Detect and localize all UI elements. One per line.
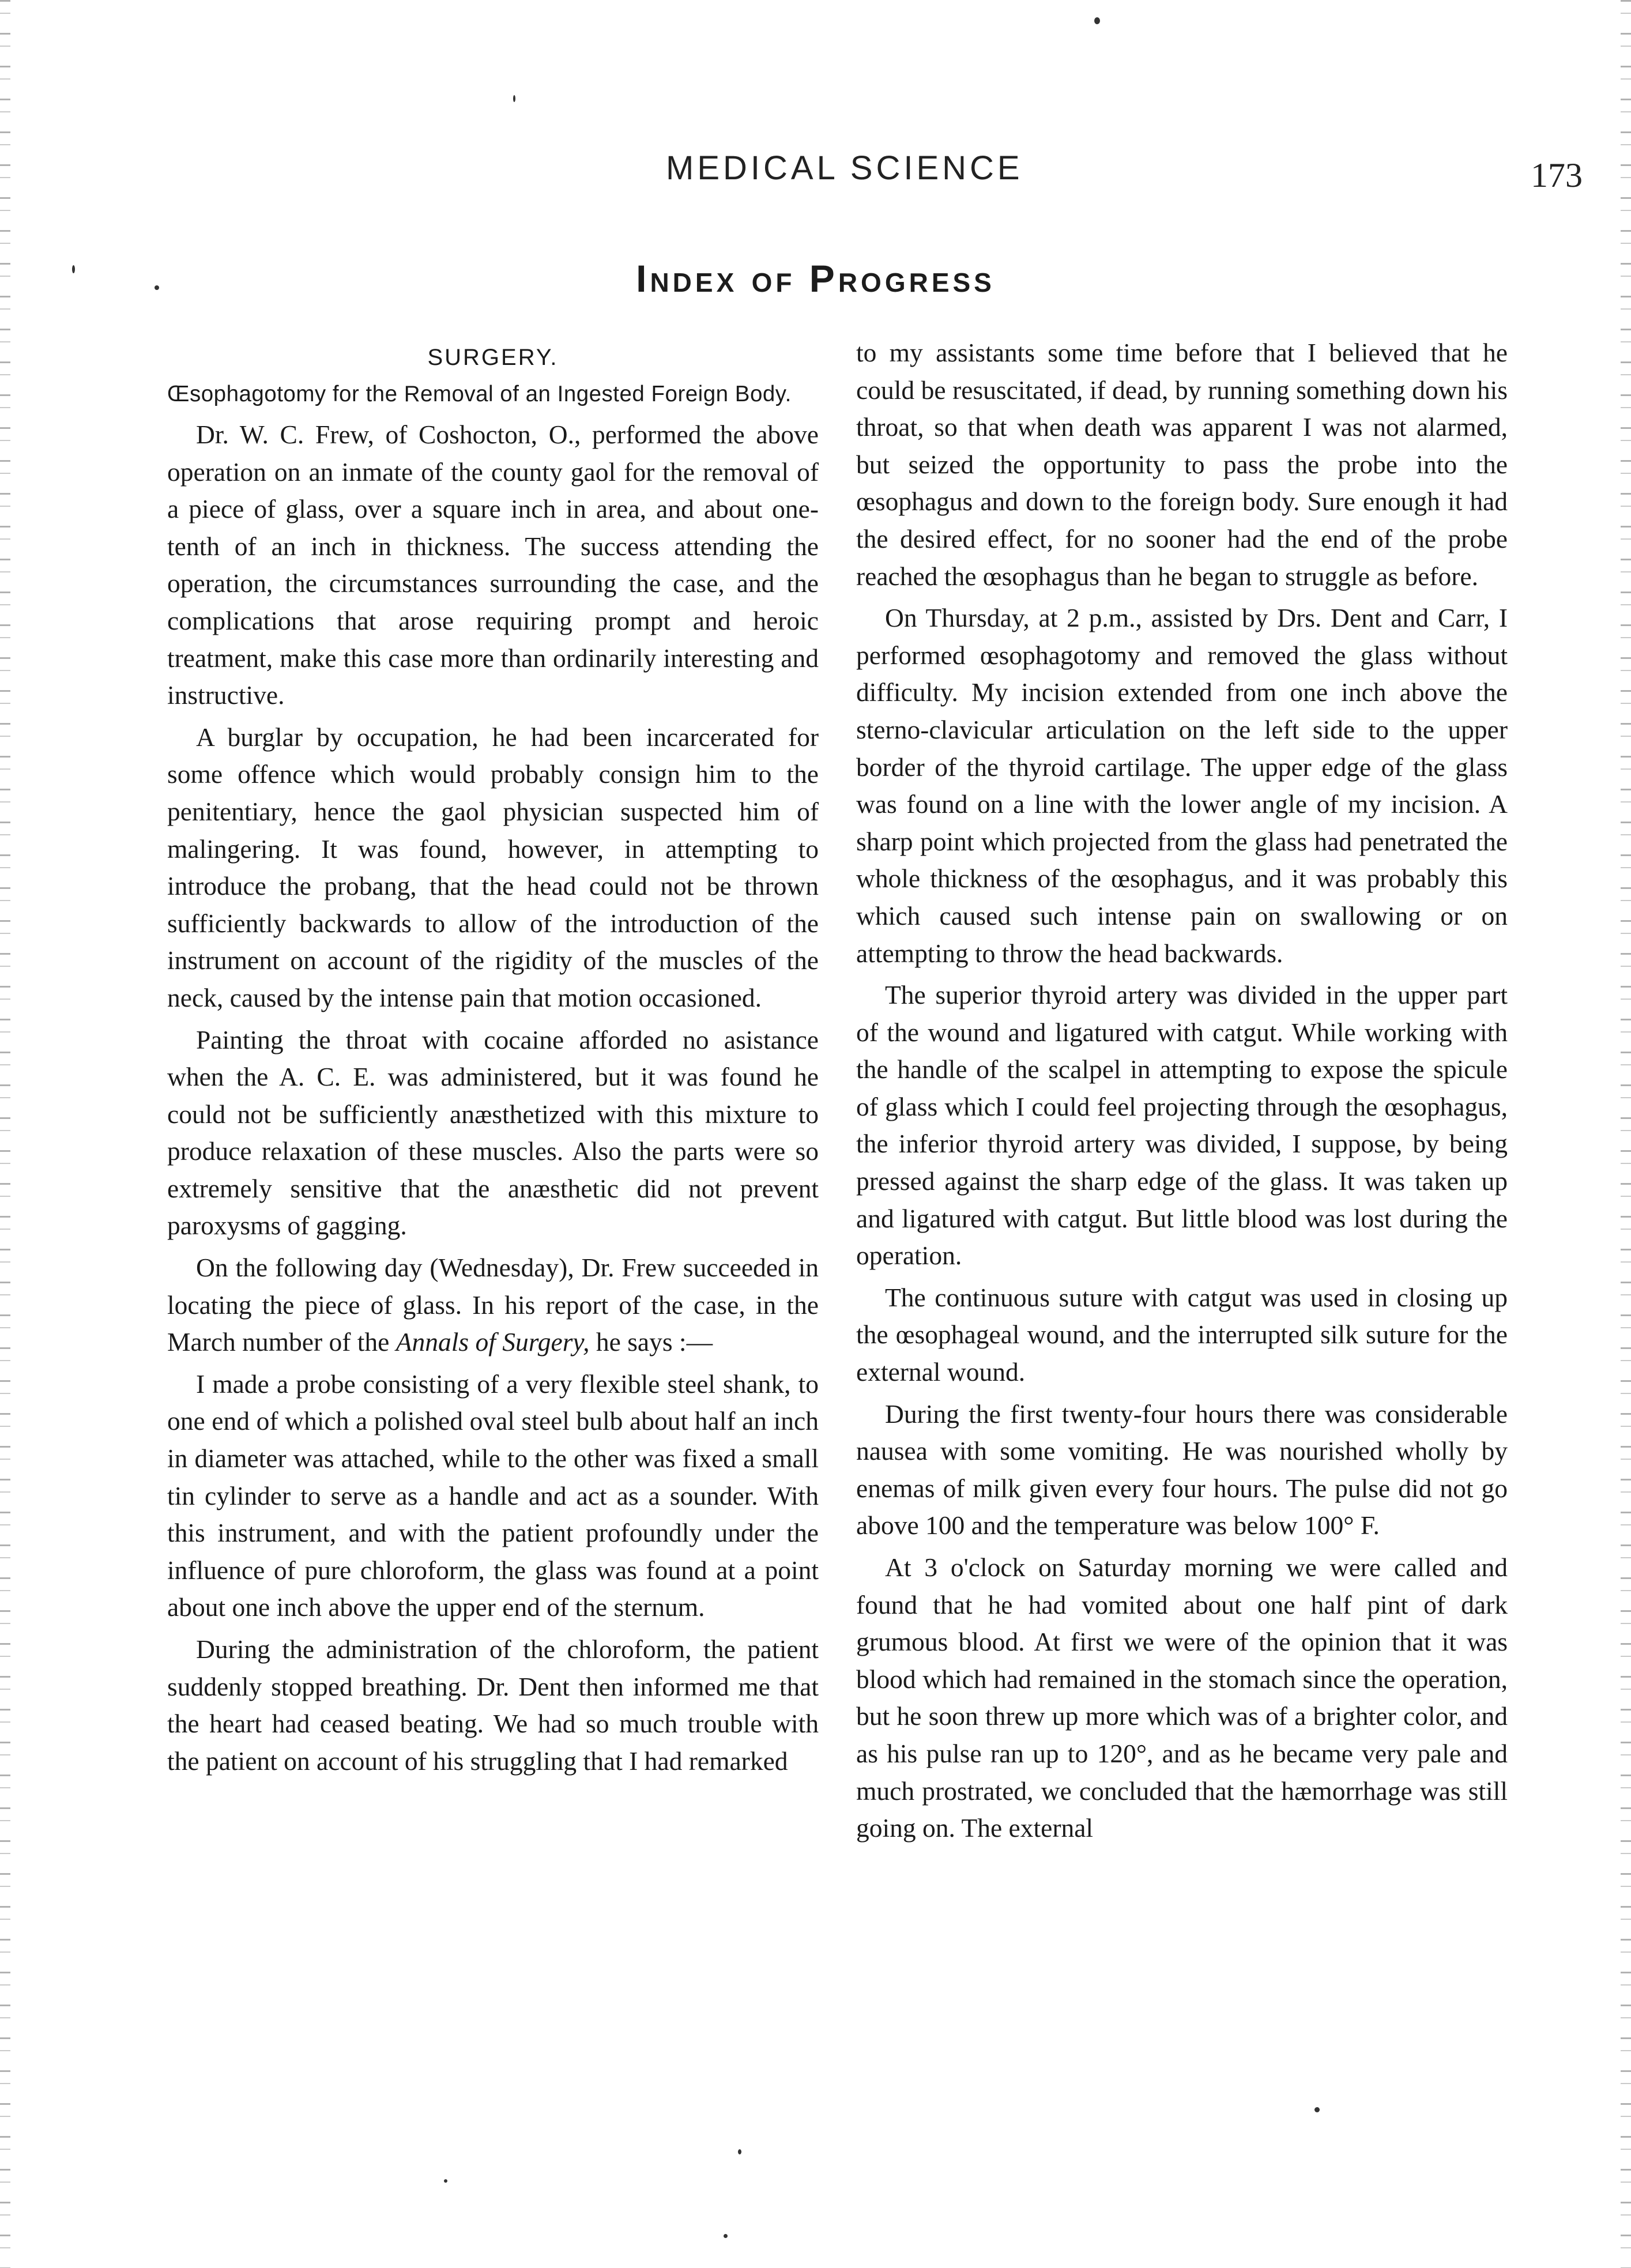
paragraph: On Thursday, at 2 p.m., assisted by Drs. Dent and Carr, I performed œsophagotomy and removed the glass without difficulty. My incision extended from one inch above the sterno-clavicular articulation on the left side to the upper border of the thyroid cartilage. The upper edge of the glass was found on a line with the lower angle of my incision. A sharp point which projected from the glass had penetrated the whole thickness of the œsophagus, and it was probably this which caused such intense pain on swallowing or on attempting to throw the head backwards.: [856, 603, 1508, 968]
page-title: Index of Progress: [636, 257, 995, 300]
scan-speck: [72, 265, 75, 273]
paragraph-text: he says :—: [589, 1327, 713, 1357]
scan-speck: [155, 285, 159, 290]
paragraph-text: On the following day (Wednesday), Dr. Frew succeeded in locating the piece of glass. In his report of the case, in the March number of the: [167, 1253, 819, 1357]
running-head: MEDICAL SCIENCE: [666, 149, 1023, 187]
paragraph: I made a probe consisting of a very flexible steel shank, to one end of which a polished oval steel bulb about half an inch in diameter was attached, while to the other was fixed a small tin cylinder to serve as a handle and act as a sounder. With this instrument, and with the patient profoundly under the influence of pure chloroform, the glass was found at a point about one inch above the upper end of the sternum.: [167, 1369, 819, 1622]
scan-edge-right: [1621, 0, 1631, 2268]
paragraph: [167, 1249, 819, 1361]
scan-speck: [738, 2149, 741, 2154]
journal-name: Annals of Surgery,: [395, 1327, 590, 1357]
paragraph: During the administration of the chloroform, the patient suddenly stopped breathing. Dr. Dent then informed me that the heart had ceased beating. We had so much trouble with the patient on account of his struggling that I had remarked: [167, 1634, 819, 1776]
paragraph: The continuous suture with catgut was used in closing up the œsophageal wound, and the interrupted silk suture for the external wound.: [856, 1282, 1508, 1387]
scan-speck: [724, 2234, 728, 2238]
paragraph: Dr. W. C. Frew, of Coshocton, O., performed the above operation on an inmate of the county gaol for the removal of a piece of glass, over a square inch in area, and about one-tenth of an inch in thickness. The success attending the operation, the circumstances surrounding the case, and the complications that arose requiring prompt and heroic treatment, make this case more than ordinarily interesting and instructive.: [167, 420, 819, 710]
paragraph: A burglar by occupation, he had been incarcerated for some offence which would probably consign him to the penitentiary, hence the gaol physician suspected him of malingering. It was found, however, in attempting to introduce the probang, that the head could not be thrown sufficiently backwards to allow of the introduction of the instrument on account of the rigidity of the muscles of the neck, caused by the intense pain that motion occasioned.: [167, 722, 819, 1012]
scan-speck: [513, 95, 515, 102]
paragraph: At 3 o'clock on Saturday morning we were called and found that he had vomited about one half pint of dark grumous blood. At first we were of the opinion that it was blood which had remained in the stomach since the operation, but he soon threw up more which was of a brighter color, and as his pulse ran up to 120°, and as he became very pale and much prostrated, we concluded that the hæmorrhage was still going on. The external: [856, 1553, 1508, 1843]
scan-edge-left: [0, 0, 10, 2268]
right-column: [856, 334, 1508, 1847]
article-title: Œsophagotomy for the Removal of an Ingested Foreign Body.: [167, 382, 792, 406]
paragraph: During the first twenty-four hours there was considerable nausea with some vomiting. He was nourished wholly by enemas of milk given every four hours. The pulse did not go above 100 and the temperature was below 100° F.: [856, 1399, 1508, 1540]
scan-speck: [444, 2179, 447, 2183]
paragraph: Painting the throat with cocaine afforded no asistance when the A. C. E. was administered, but it was found he could not be sufficiently anæsthetized with this mixture to produce relaxation of these muscles. Also the parts were so extremely sensitive that the anæsthetic did not prevent paroxysms of gagging.: [167, 1024, 819, 1241]
section-heading: SURGERY.: [427, 345, 559, 370]
scan-speck: [1314, 2107, 1320, 2112]
scan-speck: [1094, 17, 1100, 24]
page-number: 173: [1531, 156, 1583, 194]
left-column: [167, 334, 819, 1780]
paragraph: The superior thyroid artery was divided in the upper part of the wound and ligatured with catgut. While working with the handle of the scalpel in attempting to expose the spicule of glass which I could feel projecting through the œsophagus, the inferior thyroid artery was divided, I suppose, by being pressed against the sharp edge of the glass. It was taken up and ligatured with catgut. But little blood was lost during the operation.: [856, 980, 1508, 1271]
paragraph: to my assistants some time before that I believed that he could be resuscitated, if dead, by running something down his throat, so that when death was apparent I was not alarmed, but seized the opportunity to pass the probe into the œsophagus and down to the foreign body. Sure enough it had the desired effect, for no sooner had the end of the probe reached the œsophagus than he began to struggle as before.: [856, 338, 1508, 591]
